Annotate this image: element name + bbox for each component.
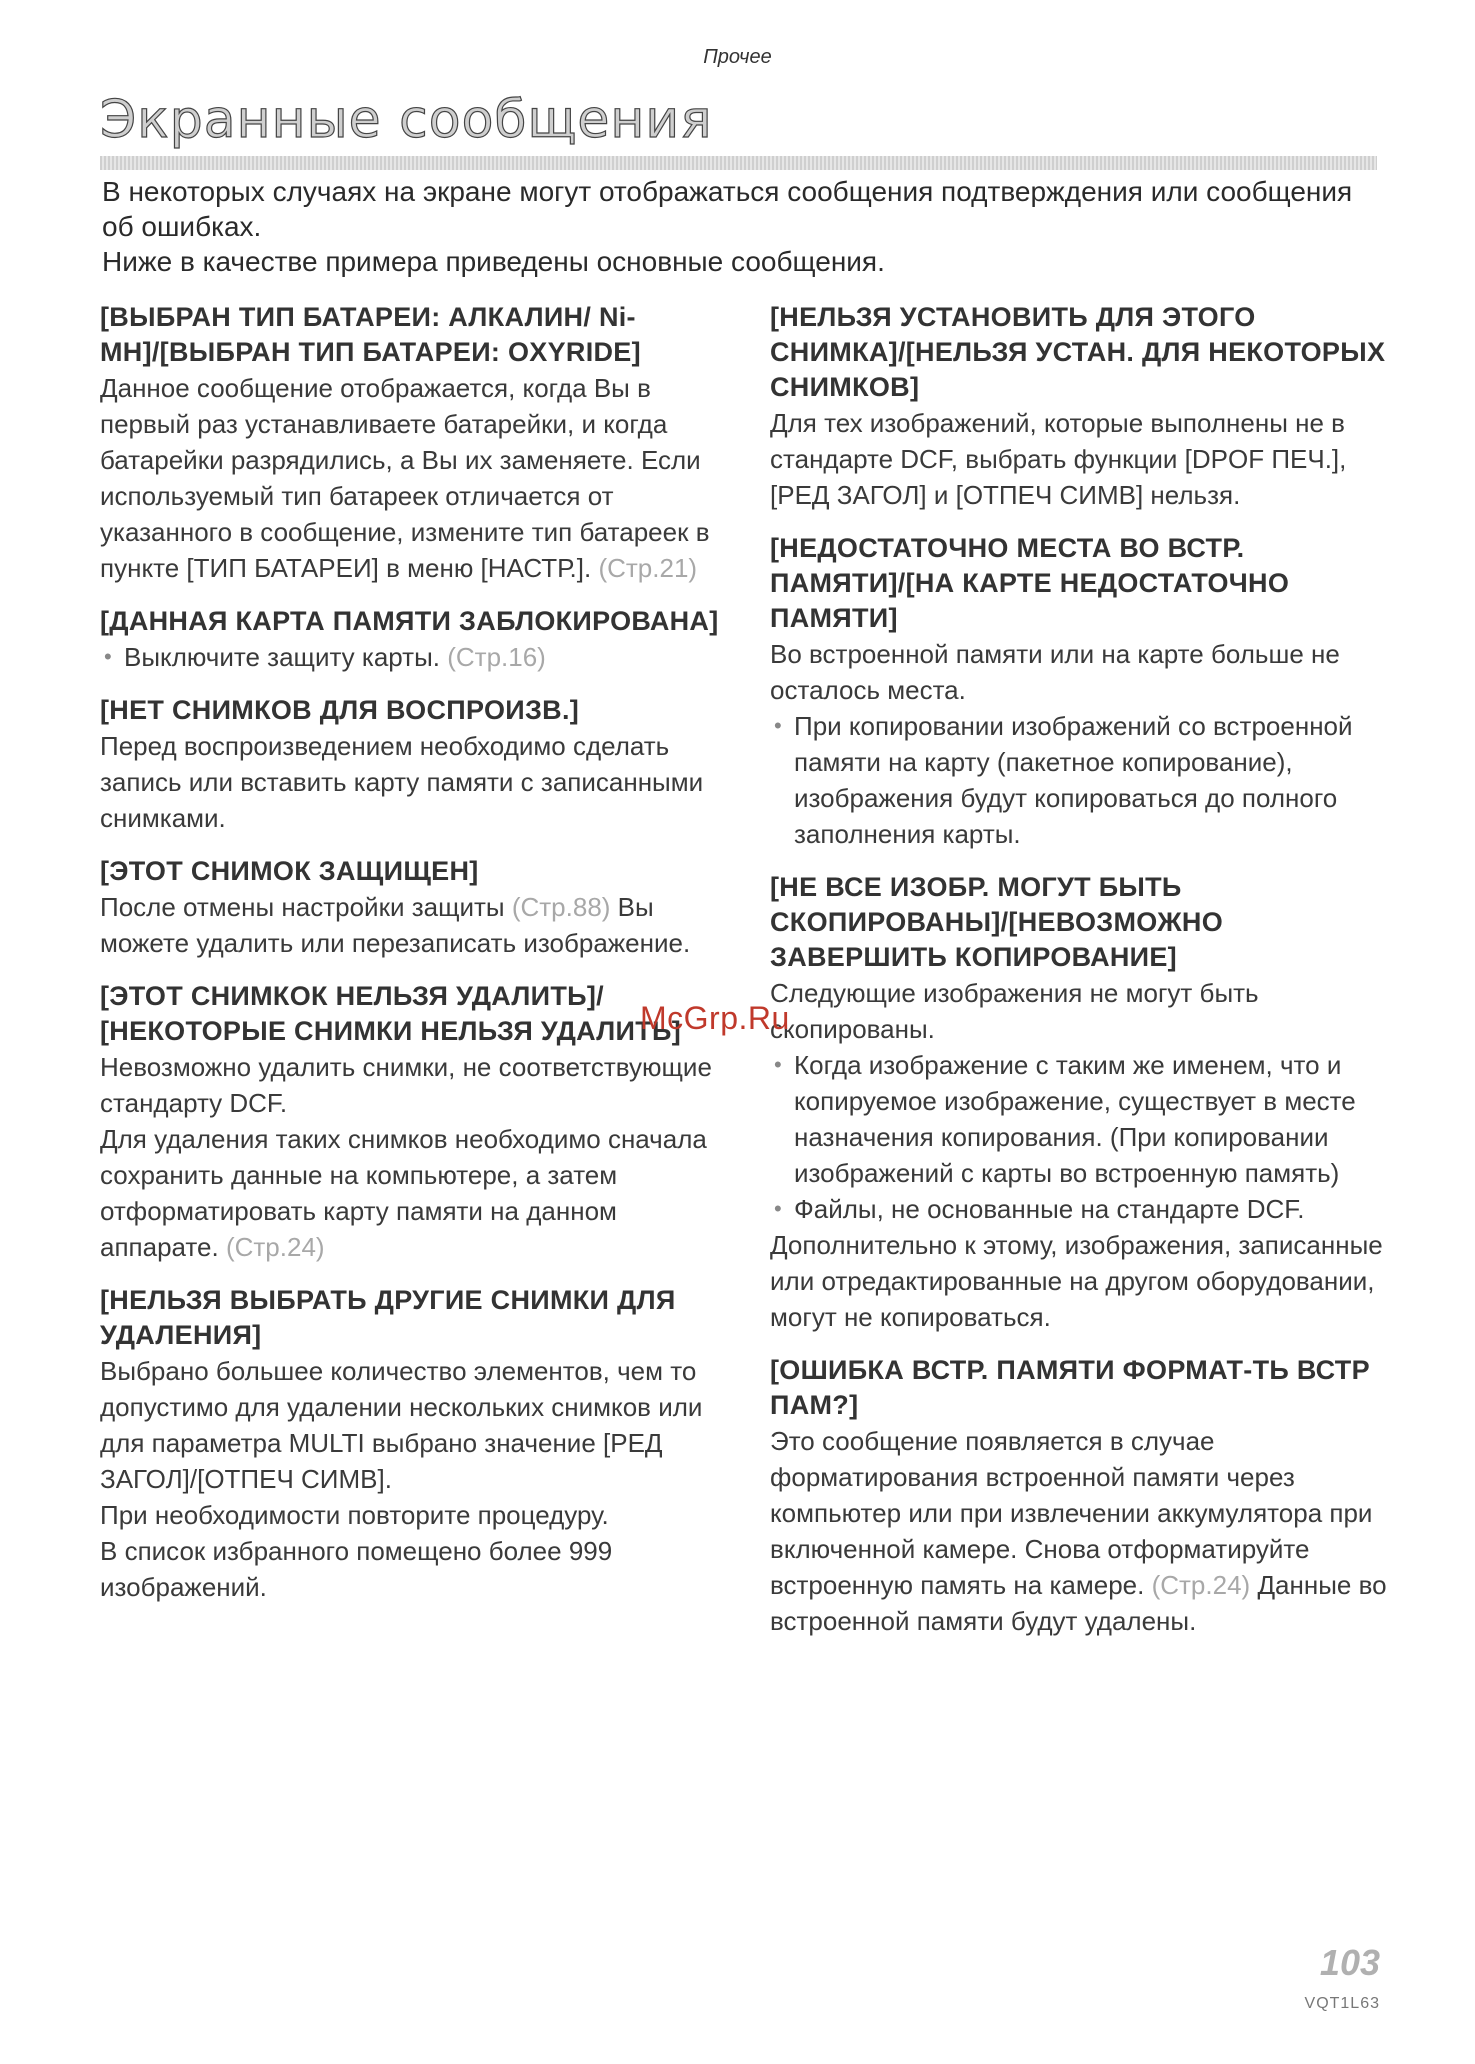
- message-text: Для тех изображений, которые выполнены не в стандарте DCF, выбрать функции [DPOF ПЕЧ.], [РЕД ЗАГОЛ] и [ОТПЕЧ СИМВ] нельзя.: [770, 408, 1347, 510]
- message-heading: [НЕДОСТАТОЧНО МЕСТА ВО ВСТР. ПАМЯТИ]/[НА КАРТЕ НЕДОСТАТОЧНО ПАМЯТИ]: [770, 533, 1290, 633]
- message-heading: [ЭТОТ СНИМКОК НЕЛЬЗЯ УДАЛИТЬ]/ [НЕКОТОРЫЕ СНИМКИ НЕЛЬЗЯ УДАЛИТЬ]: [100, 981, 681, 1046]
- intro-paragraph-1: В некоторых случаях на экране могут отображаться сообщения подтверждения или сообщения об ошибках.: [102, 176, 1353, 242]
- page-title: Экранные сообщения: [100, 90, 713, 150]
- message-body: После отмены настройки защиты: [100, 892, 505, 922]
- message-body-continued: Вы можете удалить или перезаписать изображение.: [100, 892, 691, 958]
- message-heading: [НЕ ВСЕ ИЗОБР. МОГУТ БЫТЬ СКОПИРОВАНЫ]/[НЕВОЗМОЖНО ЗАВЕРШИТЬ КОПИРОВАНИЕ]: [770, 872, 1224, 972]
- document-code: VQT1L63: [1304, 1995, 1380, 2012]
- title-underline: [100, 156, 1377, 170]
- message-copy-incomplete: [770, 870, 1390, 1335]
- intro: [102, 174, 1382, 279]
- message-body: Для удаления таких снимков необходимо сначала сохранить данные на компьютере, а затем отформатировать карту памяти на данном аппарате.: [100, 1124, 707, 1262]
- message-image-protected: [100, 854, 740, 961]
- message-text-2: При необходимости повторите процедуру.: [100, 1500, 609, 1530]
- watermark: McGrp.Ru: [640, 1000, 790, 1036]
- message-battery-type: [100, 300, 740, 586]
- left-column: [100, 300, 740, 1623]
- message-memory-full: [770, 531, 1390, 852]
- message-builtin-memory-error: [770, 1353, 1390, 1639]
- section-label: Прочее: [703, 46, 772, 68]
- message-no-images: [100, 693, 740, 836]
- message-body-continued: Данные во встроенной памяти будут удалены.: [770, 1570, 1387, 1636]
- message-cannot-set: [770, 300, 1390, 513]
- message-text: [100, 889, 740, 961]
- page-reference: (Стр.24): [1151, 1570, 1251, 1600]
- message-heading: [ЭТОТ СНИМОК ЗАЩИЩЕН]: [100, 856, 479, 886]
- right-column: [770, 300, 1390, 1657]
- message-text: Выбрано большее количество элементов, чем то допустимо для удалении нескольких снимков или для параметра MULTI выбрано значение [РЕД ЗАГОЛ]/[ОТПЕЧ СИМВ].: [100, 1356, 703, 1494]
- message-text: Перед воспроизведением необходимо сделать запись или вставить карту памяти с записанными снимками.: [100, 731, 704, 833]
- message-bullet-2: • Файлы, не основанные на стандарте DCF.: [770, 1191, 1390, 1227]
- page-reference: (Стр.16): [447, 642, 546, 672]
- message-bullet: [100, 639, 740, 675]
- message-heading: [ДАННАЯ КАРТА ПАМЯТИ ЗАБЛОКИРОВАНА]: [100, 606, 719, 636]
- message-text-2: Дополнительно к этому, изображения, записанные или отредактированные на другом оборудовании, могут не копироваться.: [770, 1230, 1383, 1332]
- bullet-text: Выключите защиту карты.: [124, 642, 440, 672]
- message-text: [770, 1423, 1390, 1639]
- message-text: Невозможно удалить снимки, не соответствующие стандарту DCF.: [100, 1052, 712, 1118]
- message-text-3: В список избранного помещено более 999 изображений.: [100, 1536, 613, 1602]
- message-bullet: • При копировании изображений со встроенной памяти на карту (пакетное копирование), изображения будут копироваться до полного заполнения карты.: [770, 708, 1390, 852]
- message-card-locked: [100, 604, 740, 675]
- message-heading: [НЕТ СНИМКОВ ДЛЯ ВОСПРОИЗВ.]: [100, 695, 580, 725]
- message-body: Данное сообщение отображается, когда Вы в первый раз устанавливаете батарейки, и когда батарейки разрядились, а Вы их заменяете. Если используемый тип батареек отличается от указанного в сообщение, измените тип батареек в пункте [ТИП БАТАРЕИ] в меню [НАСТР.].: [100, 373, 710, 583]
- page-reference: (Стр.21): [598, 553, 698, 583]
- message-text-2: [100, 1121, 740, 1265]
- message-heading: [ОШИБКА ВСТР. ПАМЯТИ ФОРМАТ-ТЬ ВСТР ПАМ?]: [770, 1355, 1370, 1420]
- message-bullet-1: • Когда изображение с таким же именем, что и копируемое изображение, существует в месте назначения копирования. (При копировании изображений с карты во встроенную память): [770, 1047, 1390, 1191]
- message-text: Следующие изображения не могут быть скопированы.: [770, 978, 1259, 1044]
- page-reference: (Стр.88): [511, 892, 611, 922]
- message-text: [100, 370, 740, 586]
- intro-paragraph-2: Ниже в качестве примера приведены основные сообщения.: [102, 246, 885, 277]
- message-cannot-select-more: [100, 1283, 740, 1605]
- message-text: Во встроенной памяти или на карте больше не осталось места.: [770, 639, 1340, 705]
- message-body: Это сообщение появляется в случае форматирования встроенной памяти через компьютер или при извлечении аккумулятора при включенной камере. Снова отформатируйте встроенную память на камере.: [770, 1426, 1373, 1600]
- message-heading: [ВЫБРАН ТИП БАТАРЕИ: АЛКАЛИН/ Ni-MH]/[ВЫБРАН ТИП БАТАРЕИ: OXYRIDE]: [100, 302, 641, 367]
- message-heading: [НЕЛЬЗЯ УСТАНОВИТЬ ДЛЯ ЭТОГО СНИМКА]/[НЕЛЬЗЯ УСТАН. ДЛЯ НЕКОТОРЫХ СНИМКОВ]: [770, 302, 1386, 402]
- page-reference: (Стр.24): [225, 1232, 325, 1262]
- page-number: 103: [1319, 1942, 1380, 1983]
- message-heading: [НЕЛЬЗЯ ВЫБРАТЬ ДРУГИЕ СНИМКИ ДЛЯ УДАЛЕНИЯ]: [100, 1285, 676, 1350]
